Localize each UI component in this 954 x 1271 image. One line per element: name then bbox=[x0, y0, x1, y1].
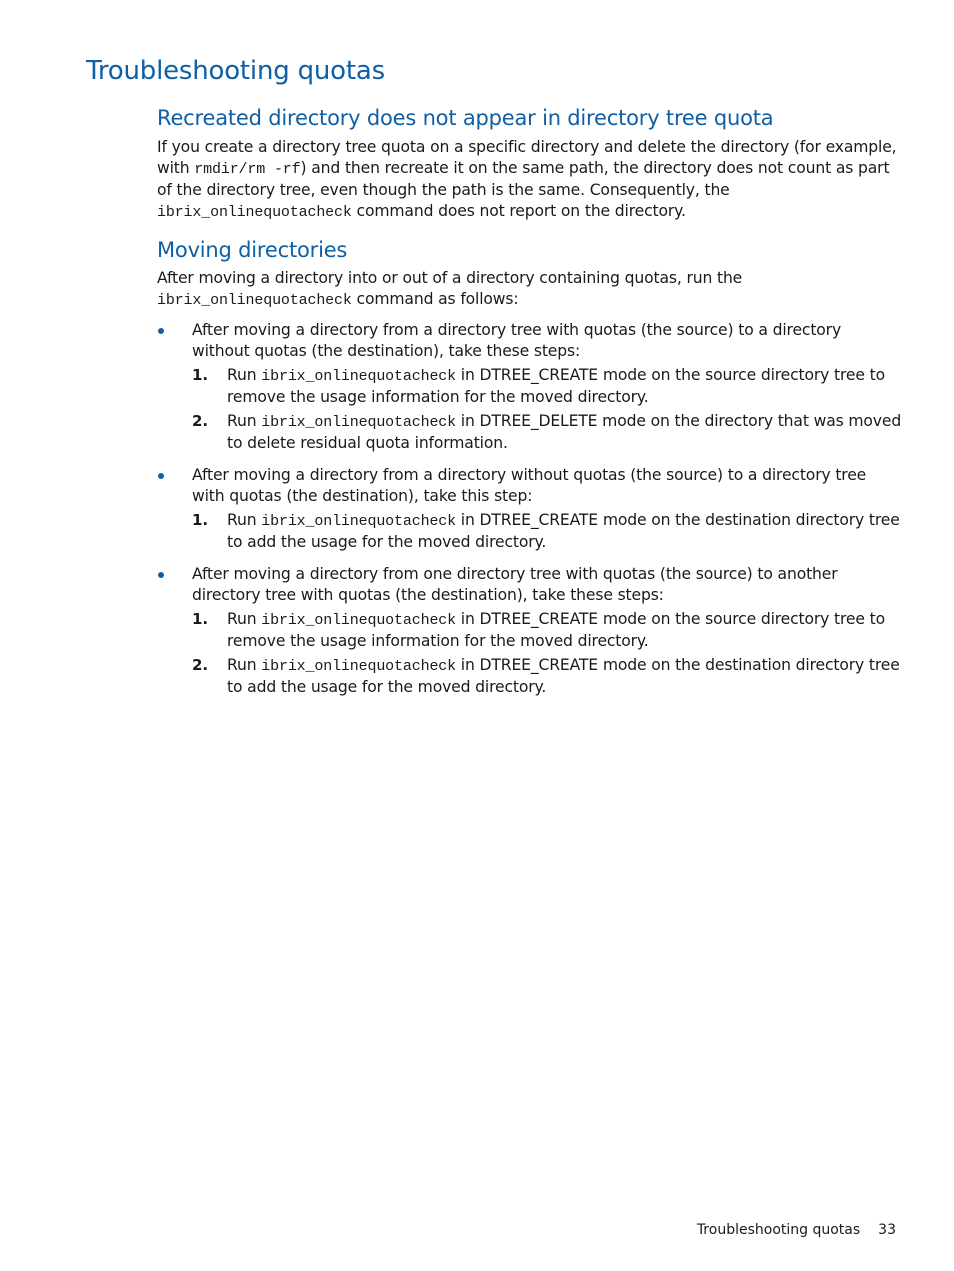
step-text-part: Run bbox=[227, 610, 262, 628]
page-content bbox=[157, 104, 902, 709]
bullet-text: After moving a directory from a directory without quotas (the source) to a directory tree with quotas (the destination), take this step: bbox=[192, 466, 867, 505]
page-title: Troubleshooting quotas bbox=[86, 56, 385, 86]
paragraph-text: command as follows: bbox=[351, 290, 519, 308]
inline-code: ibrix_onlinequotacheck bbox=[261, 414, 456, 431]
step-text-part: in DTREE_CREATE mode on the source directory tree to remove the usage information for the moved directory. bbox=[227, 366, 885, 406]
bullet-dot-icon bbox=[158, 473, 164, 479]
step-text-part: Run bbox=[227, 412, 262, 430]
step-text bbox=[227, 609, 902, 652]
inline-code: ibrix_onlinequotacheck bbox=[261, 658, 456, 675]
inline-code: ibrix_onlinequotacheck bbox=[261, 368, 456, 385]
bullet-text: After moving a directory from one directory tree with quotas (the source) to another directory tree with quotas (the destination), take these steps: bbox=[192, 565, 838, 604]
step-text bbox=[227, 365, 902, 408]
step-text-part: Run bbox=[227, 366, 262, 384]
paragraph-text: ) and then recreate it on the same path, the directory does not count as part of the directory tree, even though the path is the same. Consequently, the bbox=[157, 159, 890, 199]
step-list bbox=[192, 609, 902, 698]
step-item bbox=[192, 365, 902, 408]
inline-code: ibrix_onlinequotacheck bbox=[157, 204, 352, 221]
bullet-item bbox=[157, 564, 902, 698]
section-paragraph-moving-directories bbox=[157, 268, 902, 311]
step-item bbox=[192, 609, 902, 652]
step-item bbox=[192, 655, 902, 698]
page-footer bbox=[697, 1222, 896, 1238]
step-list bbox=[192, 365, 902, 454]
step-list bbox=[192, 510, 902, 553]
bullet-dot-icon bbox=[158, 572, 164, 578]
inline-code: ibrix_onlinequotacheck bbox=[157, 292, 352, 309]
footer-section-label: Troubleshooting quotas bbox=[696, 1222, 861, 1238]
bullet-item bbox=[157, 465, 902, 553]
bullet-text: After moving a directory from a directory tree with quotas (the source) to a directory without quotas (the destination), take these steps: bbox=[192, 321, 842, 360]
step-number: 1. bbox=[192, 366, 209, 384]
paragraph-text: If you create a directory tree quota on a specific directory and delete the directory (for example, with bbox=[157, 138, 897, 177]
section-title-recreated-directory: Recreated directory does not appear in directory tree quota bbox=[157, 106, 774, 130]
step-text bbox=[227, 411, 902, 454]
step-number: 1. bbox=[192, 610, 209, 628]
step-number: 1. bbox=[192, 511, 209, 529]
paragraph-text: After moving a directory into or out of a directory containing quotas, run the bbox=[157, 269, 743, 287]
step-number: 2. bbox=[192, 412, 209, 430]
section-paragraph-recreated-directory bbox=[157, 137, 902, 223]
step-text-part: in DTREE_CREATE mode on the destination directory tree to add the usage for the moved directory. bbox=[227, 656, 900, 696]
step-text-part: in DTREE_DELETE mode on the directory that was moved to delete residual quota information. bbox=[227, 412, 902, 452]
step-text-part: in DTREE_CREATE mode on the source directory tree to remove the usage information for the moved directory. bbox=[227, 610, 885, 650]
bullet-dot-icon bbox=[158, 328, 164, 334]
step-text bbox=[227, 655, 902, 698]
step-text-part: Run bbox=[227, 511, 262, 529]
step-text bbox=[227, 510, 902, 553]
inline-code: rmdir/rm -rf bbox=[194, 161, 301, 178]
inline-code: ibrix_onlinequotacheck bbox=[261, 612, 456, 629]
bullet-item bbox=[157, 320, 902, 454]
step-text-part: Run bbox=[227, 656, 262, 674]
step-item bbox=[192, 411, 902, 454]
bullet-list bbox=[157, 320, 902, 698]
step-number: 2. bbox=[192, 656, 209, 674]
step-item bbox=[192, 510, 902, 553]
step-text-part: in DTREE_CREATE mode on the destination directory tree to add the usage for the moved directory. bbox=[227, 511, 900, 551]
footer-page-number: 33 bbox=[878, 1222, 896, 1238]
section-title-moving-directories: Moving directories bbox=[157, 238, 348, 262]
paragraph-text: command does not report on the directory. bbox=[351, 202, 686, 220]
inline-code: ibrix_onlinequotacheck bbox=[261, 513, 456, 530]
